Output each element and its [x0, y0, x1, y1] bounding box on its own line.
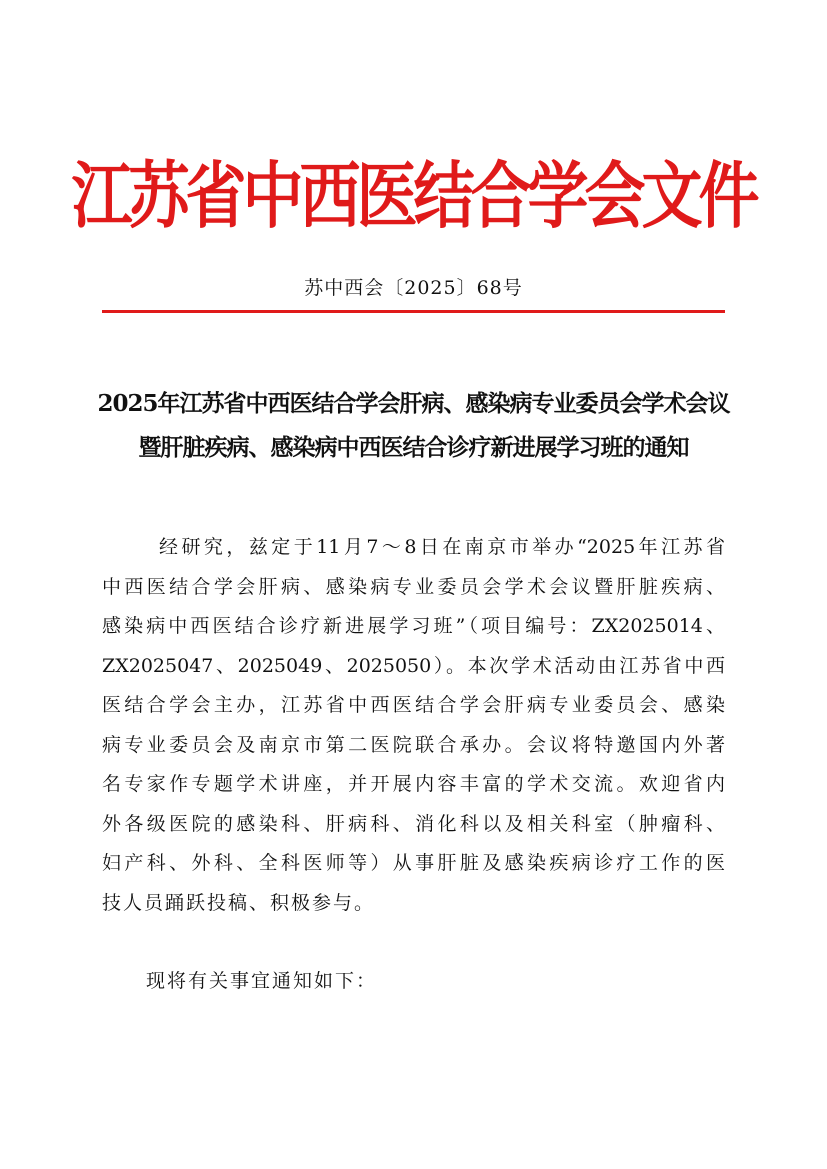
body-line: 外各级医院的感染科、肝病科、消化科以及相关科室（肿瘤科、 — [102, 812, 725, 835]
body-line: 妇产科、外科、全科医师等）从事肝脏及感染疾病诊疗工作的医 — [102, 852, 725, 874]
notice-title-line: 2025年江苏省中西医结合学会肝病、感染病专业委员会学术会议 — [97, 390, 730, 417]
header-red-divider — [102, 310, 725, 313]
body-line: 名专家作专题学术讲座，并开展内容丰富的学术交流。欢迎省内 — [102, 773, 725, 795]
body-line: 技人员踊跃投稿、积极参与。 — [102, 891, 376, 914]
notice-title-line: 暨肝脏疾病、感染病中西医结合诊疗新进展学习班的通知 — [138, 434, 689, 461]
body-line: ZX2025047、2025049、2025050）。本次学术活动由江苏省中西 — [102, 654, 725, 677]
closing-line: 现将有关事宜通知如下： — [146, 970, 378, 992]
body-line: 病专业委员会及南京市第二医院联合承办。会议将特邀国内外著 — [102, 733, 725, 756]
notice-body-paragraph — [102, 528, 725, 923]
notice-title — [90, 382, 737, 470]
body-line: 医结合学会主办，江苏省中西医结合学会肝病专业委员会、感染 — [102, 694, 725, 716]
body-line: 感染病中西医结合诊疗新进展学习班”（项目编号：ZX2025014、 — [102, 615, 725, 637]
body-line: 中西医结合学会肝病、感染病专业委员会学术会议暨肝脏疾病、 — [102, 575, 725, 598]
document-header-title: 江苏省中西医结合学会文件 — [71, 154, 756, 239]
body-line: 经研究，兹定于11月7～8日在南京市举办“2025年江苏省 — [159, 536, 725, 558]
document-number: 苏中西会〔2025〕68号 — [304, 277, 523, 299]
